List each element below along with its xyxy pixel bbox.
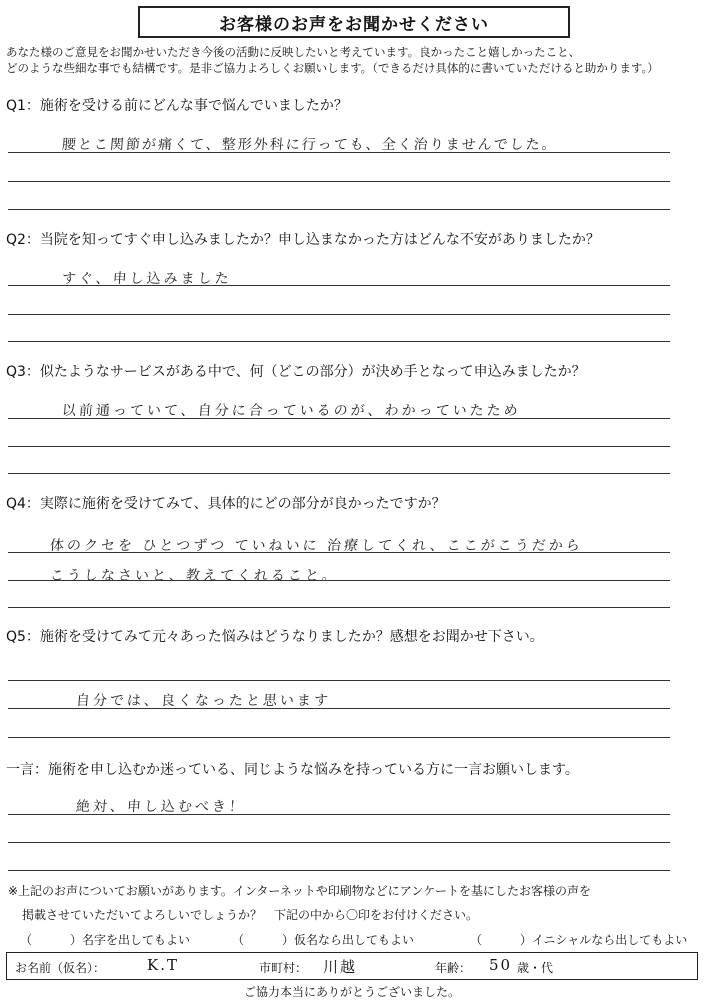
question-3-label: Q3：似たようなサービスがある中で、何（どこの部分）が決め手となって申込みましたか？ [6,364,586,380]
age-label: 年齢： [435,961,472,975]
answer-rule [8,870,670,871]
answer-2-line-1: すぐ、申し込みました [61,271,233,287]
option-surname-label: 名字を出してもよい [82,933,191,947]
answer-rule [8,473,670,474]
question-5-label: Q5：施術を受けてみて元々あった悩みはどうなりましたか？感想をお聞かせ下さい。 [6,629,544,645]
answer-rule [8,418,670,419]
comment-label: 一言：施術を申し込むか迷っている、同じような悩みを持っている方に一言お願いします。 [6,762,579,778]
answer-rule [8,314,670,315]
option-surname[interactable] [20,931,190,948]
option-initials-open: （ [470,933,483,947]
option-pseudonym-open: （ [232,933,245,947]
intro-line-1: あなた様のご意見をお聞かせいただき今後の活動に反映したいと考えています。良かったこと嬉しかったこと、 [6,45,581,59]
intro-line-2: どのような些細な事でも結構です。是非ご協力よろしくお願いします。（できるだけ具体的に書いていただけると助かります。） [6,61,659,75]
option-pseudonym[interactable] [232,931,414,948]
name-label: お名前（仮名）： [15,961,106,975]
city-value[interactable]: 川越 [323,958,358,976]
answer-rule [8,708,670,709]
answer-rule [8,680,670,681]
answer-4-line-2: こうしなさいと、教えてくれること。 [49,568,340,584]
answer-rule [8,152,670,153]
answer-rule [8,209,670,210]
thanks-text: ご協力本当にありがとうございました。 [243,985,460,999]
age-value[interactable]: 50 [489,956,513,974]
answer-1-line-1: 腰とこ関節が痛くて、整形外科に行っても、全く治りませんでした。 [61,137,559,153]
option-pseudonym-label: 仮名なら出してもよい [294,933,415,947]
option-surname-close: ） [70,933,83,947]
comment-answer: 絶対、申し込むべき！ [75,799,247,815]
answer-rule [8,285,670,286]
form-title: お客様のお声をお聞かせください [138,6,570,38]
answer-rule [8,607,670,608]
age-suffix: 歳・代 [517,961,554,975]
answer-rule [8,580,670,581]
answer-5-line-1: 自分では、良くなったと思います [75,693,332,709]
answer-rule [8,814,670,815]
answer-rule [8,552,670,553]
answer-rule [8,181,670,182]
answer-rule [8,341,670,342]
question-2-label: Q2：当院を知ってすぐ申し込みましたか？申し込まなかった方はどんな不安がありましたか？ [6,232,600,248]
question-1-label: Q1：施術を受ける前にどんな事で悩んでいましたか？ [6,98,348,114]
publish-notice-line-1: ※上記のお声についてお願いがあります。インターネットや印刷物などにアンケートを基にしたお客様の声を [8,884,592,898]
intro-text [6,44,698,76]
option-initials-close: ） [520,933,533,947]
option-pseudonym-close: ） [282,933,295,947]
city-label: 市町村： [259,961,308,975]
option-initials-label: イニシャルなら出してもよい [532,933,688,947]
name-value[interactable]: K.T [147,956,179,974]
answer-rule [8,446,670,447]
answer-rule [8,737,670,738]
answer-rule [8,842,670,843]
publish-notice-line-2: 掲載させていただいてよろしいでしょうか？ 下記の中から〇印をお付けください。 [22,908,479,922]
option-surname-open: （ [20,933,33,947]
option-initials[interactable] [470,931,687,948]
question-4-label: Q4：実際に施術を受けてみて、具体的にどの部分が良かったですか？ [6,496,446,512]
answer-4-line-1: 体のクセを ひとつずつ ていねいに 治療してくれ、ここがこうだから [49,538,584,554]
respondent-info-box [6,952,698,980]
answer-3-line-1: 以前通っていて、自分に合っているのが、わかっていたため [61,403,522,419]
